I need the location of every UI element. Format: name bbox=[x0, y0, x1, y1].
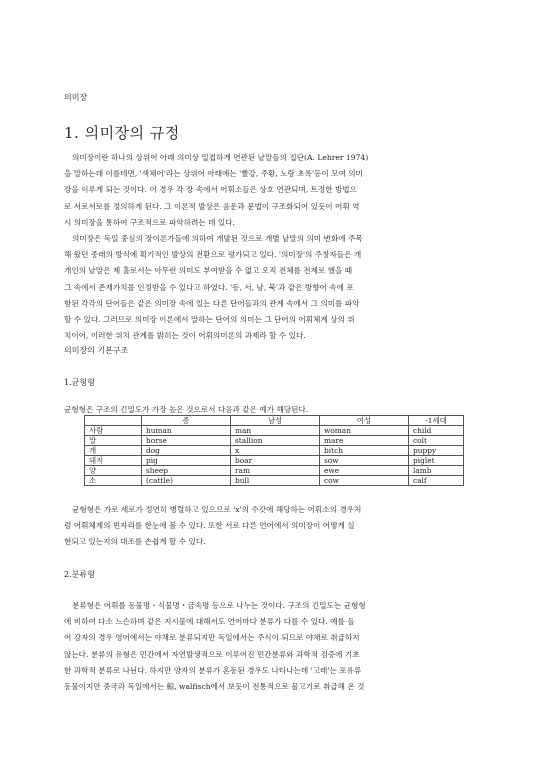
animal-table bbox=[84, 415, 464, 486]
text-line: 해 왔던 종래의 방식에 획기적인 발상의 전환으로 평가되고 있다. '의미장'의 주창자들은 개 bbox=[64, 250, 362, 260]
table-row bbox=[85, 446, 464, 456]
table-cell: 개 bbox=[85, 446, 142, 456]
text-line: 개인의 낱말은 제 홀로서는 아무런 의미도 부여받을 수 없고 오직 전체를 전제로 했을 때 bbox=[64, 266, 353, 276]
table-cell: bitch bbox=[320, 446, 409, 456]
table-header-cell: 남성 bbox=[231, 416, 320, 426]
table-cell: mare bbox=[320, 436, 409, 446]
text-line: 을 말하는데 이를테면, '색체어'라는 상위어 아래에는 '빨강, 주황, 노랑 초록'등이 모여 의미 bbox=[64, 169, 363, 179]
table-cell: cow bbox=[320, 476, 409, 486]
table-cell: child bbox=[409, 426, 464, 436]
text-line: 의미장이란 하나의 상위어 아래 의미상 밀접하게 연관된 낱말들의 집단(A. Lehrer 1974) bbox=[72, 153, 369, 162]
text-line: 로 서로서로를 정의하게 된다. 그 이론적 발상은 음운과 문법이 구조화되어 있듯이 어휘 역 bbox=[64, 201, 360, 211]
paragraph-balanced-explanation bbox=[64, 502, 482, 551]
text-line: 함된 각각의 단어들은 같은 의미장 속에 있는 다른 단어들과의 관계 속에서 그 의미를 파악 bbox=[64, 298, 360, 308]
text-line: 그 속에서 존재가치를 인정받을 수 있다고 하였다. '동, 서, 남, 북'과 같은 방향어 속에 포 bbox=[64, 282, 354, 292]
table-cell: puppy bbox=[409, 446, 464, 456]
table-cell: 사람 bbox=[85, 426, 142, 436]
table-cell: lamb bbox=[409, 466, 464, 476]
table-row bbox=[85, 436, 464, 446]
text-line: 한 과학적 분류로 나뉜다. 하지만 양자의 분류가 혼동된 경우도 나타나는데 '고래'는 포유류 bbox=[64, 665, 362, 675]
table-row bbox=[85, 456, 464, 466]
text-line: 않는다. 분류의 유형은 민간에서 자연발생적으로 이루어진 민간분류와 과학적 검증에 기초 bbox=[64, 649, 360, 659]
table-cell: 소 bbox=[85, 476, 142, 486]
table-cell: colt bbox=[409, 436, 464, 446]
table-cell: woman bbox=[320, 426, 409, 436]
text-line: 럼 어휘체계의 빈자리를 한눈에 볼 수 있다. 또한 서로 다른 언어에서 의미장이 어떻게 실 bbox=[64, 521, 355, 531]
table-cell: sheep bbox=[142, 466, 231, 476]
table-cell: sow bbox=[320, 456, 409, 466]
text-line: 현되고 있는지의 대조를 손쉽게 할 수 있다. bbox=[64, 537, 206, 547]
table-intro: 균형형은 구조의 긴밀도가 가장 높은 것으로서 다음과 같은 예가 해당된다. bbox=[64, 405, 309, 414]
table-cell: (cattle) bbox=[142, 476, 231, 486]
table-row bbox=[85, 426, 464, 436]
table-cell: 말 bbox=[85, 436, 142, 446]
text-line: 분류형은 어휘를 동물명・식물명・금속명 등으로 나누는 것이다. 구조의 긴밀도는 균형형 bbox=[72, 601, 366, 610]
table-cell: 양 bbox=[85, 466, 142, 476]
table-cell: 돼지 bbox=[85, 456, 142, 466]
table-cell: x bbox=[231, 446, 320, 456]
table-cell: piglet bbox=[409, 456, 464, 466]
table-cell: ram bbox=[231, 466, 320, 476]
text-line: 어 감자의 경우 영어에서는 야채로 분류되지만 독일에서는 주식이 되므로 야채로 취급하지 bbox=[64, 633, 360, 643]
table-cell: boar bbox=[231, 456, 320, 466]
paragraph-classification bbox=[64, 598, 482, 695]
text-line: 의미장은 독일 중심의 장이론가들에 의하여 개발된 것으로 개별 낱말의 의미 변화에 주목 bbox=[72, 234, 363, 243]
table-cell: horse bbox=[142, 436, 231, 446]
text-line: 장을 이루게 되는 것이다. 이 경우 각 장 속에서 어휘소들은 상호 연관되며, 트정한 방법으 bbox=[64, 185, 357, 195]
table-cell: pig bbox=[142, 456, 231, 466]
text-line: 시 의미장을 통하여 구조적으로 파악하려는 데 있다. bbox=[64, 217, 235, 227]
table-header-row bbox=[85, 416, 464, 426]
running-header: 의미장 bbox=[64, 93, 88, 102]
subsection-balanced-type: 1.균형형 bbox=[64, 378, 95, 387]
subsection-basic-structure: 의미장의 기본구조 bbox=[64, 346, 129, 355]
table-cell: man bbox=[231, 426, 320, 436]
table-row bbox=[85, 476, 464, 486]
table-cell: human bbox=[142, 426, 231, 436]
table-header-cell bbox=[85, 416, 142, 426]
table-header-cell: 종 bbox=[142, 416, 231, 426]
table-row bbox=[85, 466, 464, 476]
text-line: 에 비하여 다소 느슨하며 같은 지시물에 대해서도 언어마다 분류가 다를 수 있다. 예를 들 bbox=[64, 617, 355, 627]
paragraph-definition bbox=[64, 150, 482, 231]
subsection-classification-type: 2.분류형 bbox=[64, 570, 95, 579]
table-header-cell: -1세대 bbox=[409, 416, 464, 426]
table-cell: stallion bbox=[231, 436, 320, 446]
text-line: 할 수 있다. 그러므로 의미장 이론에서 말하는 단어의 의미는 그 단어의 어휘체계 상의 위 bbox=[64, 315, 355, 325]
text-line: 균형형은 가로 세로가 정연히 병렬하고 있으므로 'x'의 수갓에 해당하는 어휘소의 경우처 bbox=[72, 505, 362, 514]
table-cell: bull bbox=[231, 476, 320, 486]
table-cell: calf bbox=[409, 476, 464, 486]
table-cell: ewe bbox=[320, 466, 409, 476]
table-header-cell: 여성 bbox=[320, 416, 409, 426]
paragraph-theory bbox=[64, 231, 482, 344]
section-title: 1. 의미장의 규정 bbox=[64, 124, 180, 142]
table-cell: dog bbox=[142, 446, 231, 456]
text-line: 동물이지만 중국과 독일에서는 鯨, walfisch에서 보듯이 전통적으로 물고기로 취급해 온 것 bbox=[64, 682, 365, 692]
text-line: 치이어, 이러한 위치 관계를 밝히는 것이 어휘의미론의 과제라 할 수 있다. bbox=[64, 331, 306, 341]
